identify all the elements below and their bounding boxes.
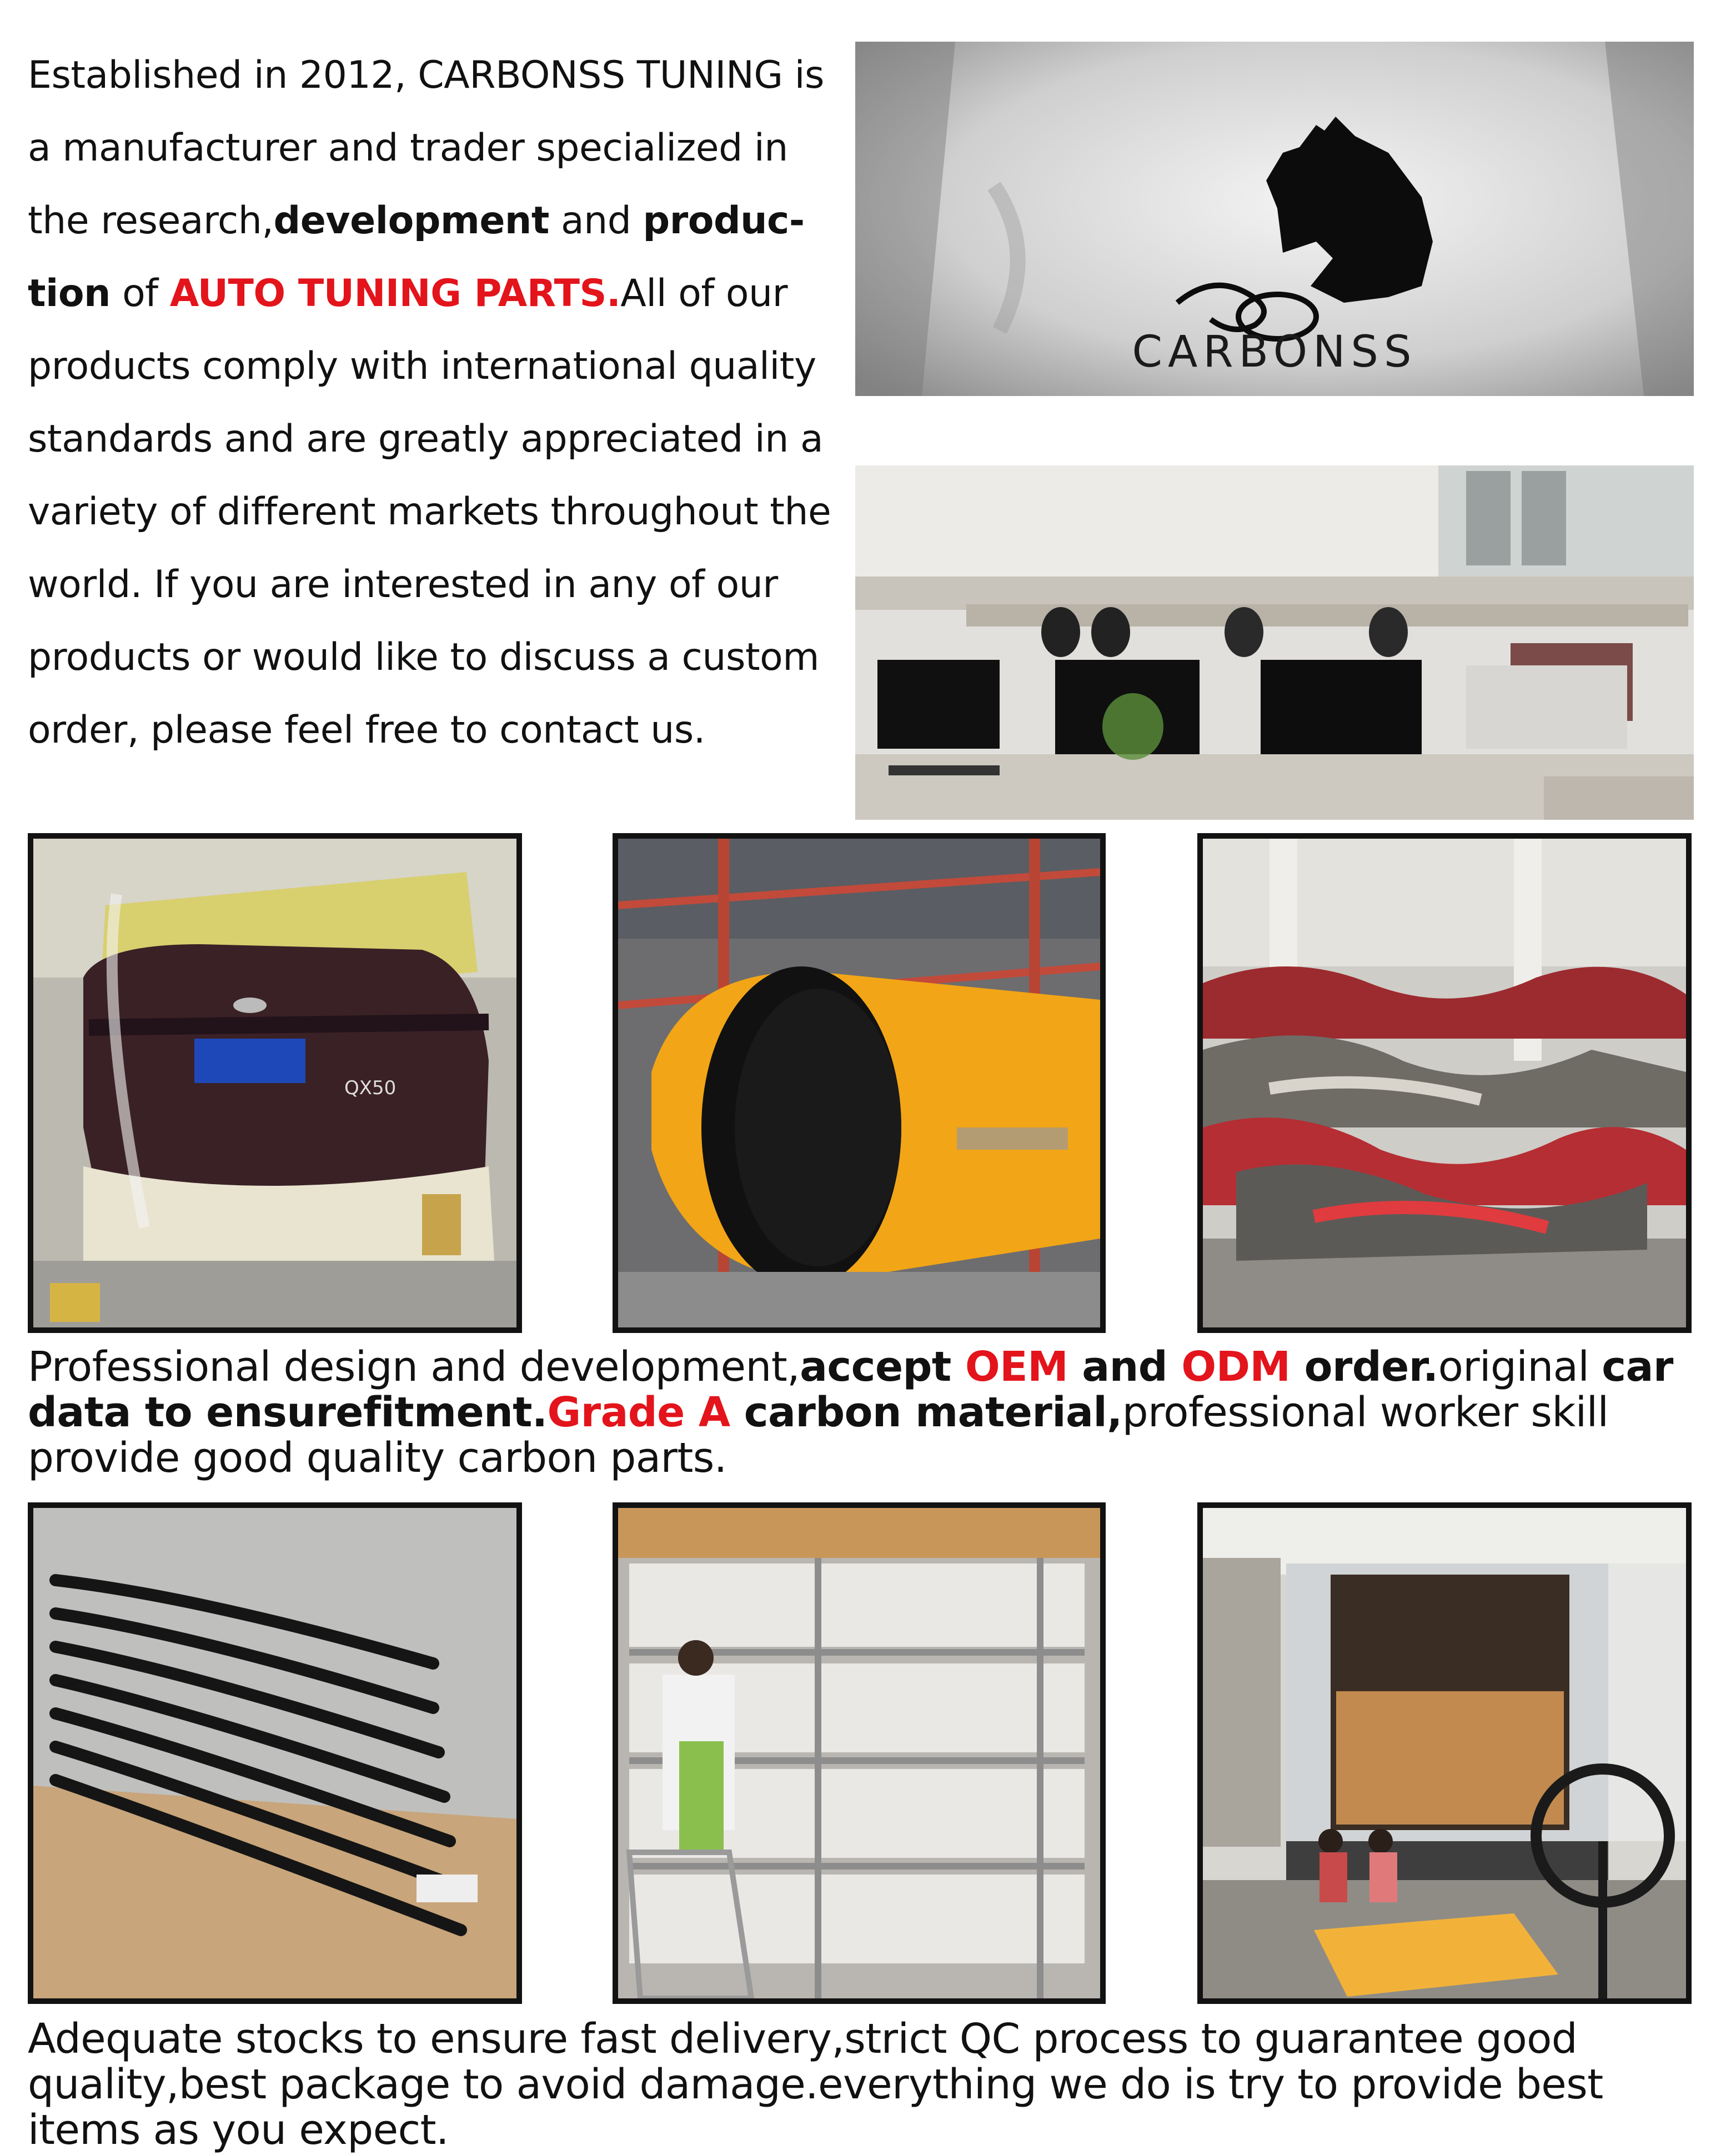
- para2-text-professional: professional worker skill provide good quality carbon parts.: [28, 1389, 1609, 1482]
- intro-text-1: Established in 2012, CARBONSS TUNING is a manufacturer and trader specialized in the research,: [28, 53, 824, 243]
- intro-text-5: of: [110, 272, 170, 315]
- model-badge: QX50: [344, 1077, 397, 1099]
- container-loading-photo: [1197, 1502, 1692, 2004]
- intro-text-3: and: [549, 199, 643, 243]
- parts-storage-photo: [1197, 833, 1692, 1333]
- autoclave-photo: [613, 833, 1106, 1333]
- para2-text-original: original: [1438, 1343, 1602, 1391]
- para2-highlight-grade-a: Grade A: [547, 1389, 730, 1436]
- intro-bold-production: produc-tion: [28, 199, 805, 315]
- para2-text-1: Professional design and development,: [28, 1343, 800, 1391]
- delivery-paragraph: Adequate stocks to ensure fast delivery,strict QC process to guarantee good quality,best package to avoid damage.everything we do is try to provide best items as you expect.: [28, 2015, 1603, 2154]
- carbonss-logo-text: CARBONSS: [1132, 327, 1417, 377]
- para2-bold-accept: accept: [800, 1343, 965, 1391]
- para2-highlight-odm: ODM: [1181, 1343, 1291, 1391]
- intro-highlight-auto-tuning-parts: AUTO TUNING PARTS.: [169, 272, 621, 315]
- intro-text-7: All of our products comply with international quality standards and are greatly appreciated in a variety of different markets throughout the world. If you are interested in any of our products or would like to discuss a custom order, please feel free to contact us.: [28, 272, 831, 752]
- para2-bold-carbon-material: carbon material,: [730, 1389, 1122, 1436]
- para2-bold-and: and: [1068, 1343, 1182, 1391]
- para2-bold-order: order.: [1290, 1343, 1438, 1391]
- para2-highlight-oem: OEM: [965, 1343, 1068, 1391]
- carbon-lips-photo: [28, 1502, 522, 2004]
- production-paragraph: [28, 1344, 1716, 1481]
- car-rear-photo: [28, 833, 522, 1333]
- para2-bold-car-data: car data to ensurefitment.: [28, 1343, 1673, 1436]
- intro-bold-development: development: [273, 199, 549, 243]
- office-photo: [855, 465, 1694, 820]
- intro-paragraph: [28, 39, 850, 766]
- carbonss-logo-photo: [855, 42, 1694, 396]
- warehouse-shelves-photo: [613, 1502, 1106, 2004]
